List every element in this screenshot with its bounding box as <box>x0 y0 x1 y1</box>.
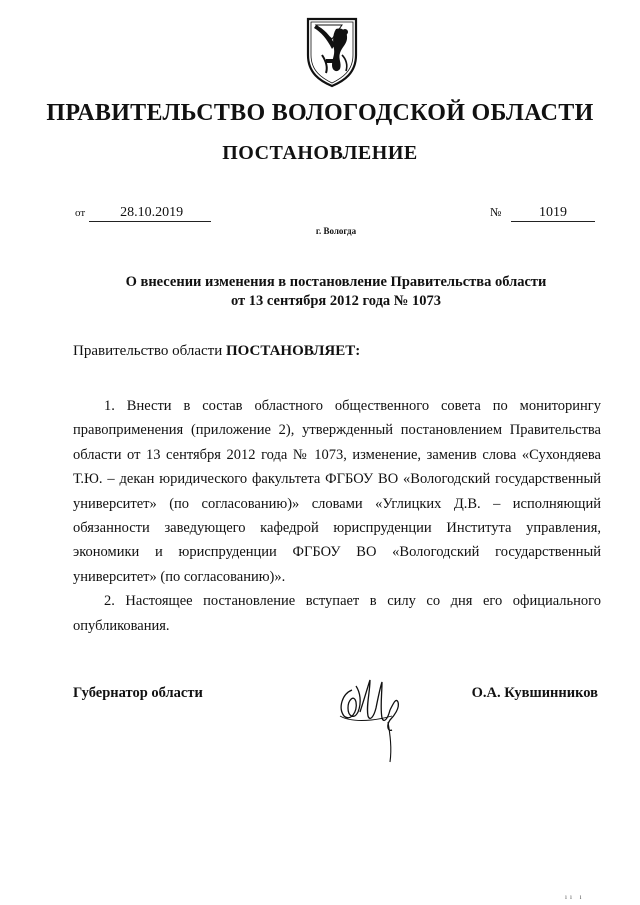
organization-title: ПРАВИТЕЛЬСТВО ВОЛОГОДСКОЙ ОБЛАСТИ <box>46 100 594 126</box>
coat-of-arms-icon <box>302 15 362 89</box>
handwritten-signature <box>330 672 410 767</box>
city-label: г. Вологда <box>315 226 357 236</box>
signatory-name: О.А. Кувшинников <box>471 685 598 701</box>
scan-mark: ıı ı <box>565 893 585 901</box>
date-value: 28.10.2019 <box>89 205 211 222</box>
signatory-title: Губернатор области <box>73 685 203 701</box>
preamble-emphasis: ПОСТАНОВЛЯЕТ: <box>225 343 361 359</box>
paragraph-2: 2. Настоящее постановление вступает в силу со дня его официального опубликования. <box>73 593 601 634</box>
document-subject <box>60 273 612 311</box>
number-prefix: № <box>490 205 502 219</box>
preamble-text: Правительство области <box>73 343 226 359</box>
number-value: 1019 <box>511 205 595 222</box>
date-prefix: от <box>75 207 86 219</box>
document-type-title: ПОСТАНОВЛЕНИЕ <box>222 142 418 164</box>
date-field <box>75 205 211 222</box>
number-field <box>490 205 595 222</box>
subject-line-2: от 13 сентября 2012 года № 1073 <box>231 293 441 309</box>
subject-line-1: О внесении изменения в постановление Правительства области <box>125 274 547 290</box>
document-body <box>73 394 601 638</box>
paragraph-1: 1. Внести в состав областного общественного совета по мониторингу правоприменения (приложение 2), утвержденный постановлением Правительства области от 13 сентября 2012 года № 1073, изменение, заменив слова «Сухондяева Т.Ю. – декан юридического факультета ФГБОУ ВО «Вологодский государственный университет» (по согласованию)» словами «Углицких Д.В. – исполняющий обязанности заведующего кафедрой юриспруденции Института управления, экономики и юриспруденции ФГБОУ ВО «Вологодский государственный университет» (по согласованию)». <box>73 398 601 585</box>
preamble <box>73 343 360 360</box>
